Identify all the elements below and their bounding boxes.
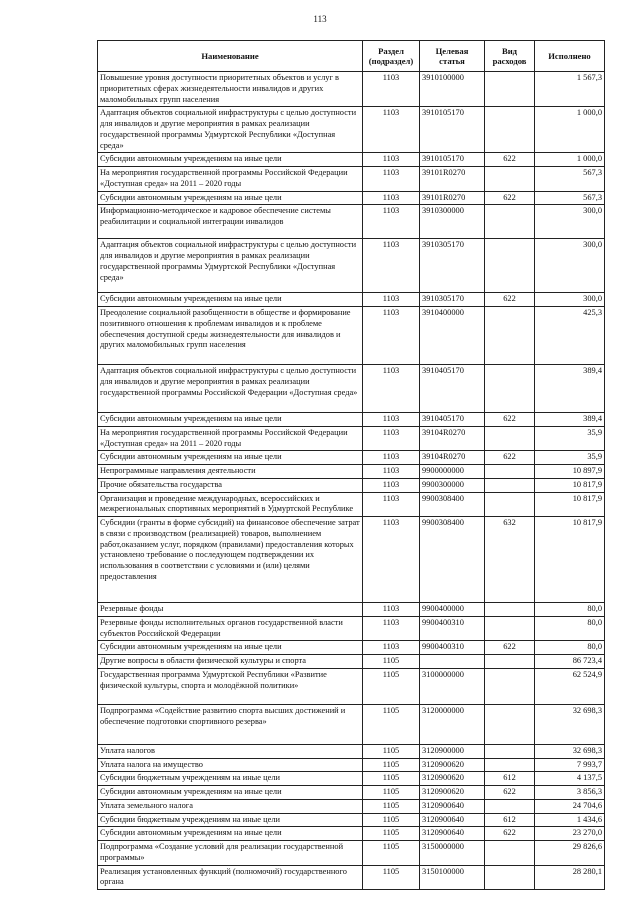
cell-code: 39101R0270	[420, 191, 485, 205]
table-row	[98, 426, 605, 451]
cell-name: Субсидии автономным учреждениям на иные цели	[98, 191, 363, 205]
cell-amount: 300,0	[535, 239, 605, 293]
cell-kind	[485, 758, 535, 772]
cell-code: 3120900620	[420, 772, 485, 786]
table-row	[98, 451, 605, 465]
cell-name: Непрограммные направления деятельности	[98, 465, 363, 479]
cell-amount: 1 000,0	[535, 153, 605, 167]
table-row	[98, 758, 605, 772]
table-row	[98, 799, 605, 813]
cell-section: 1103	[363, 426, 420, 451]
cell-amount: 300,0	[535, 205, 605, 239]
cell-section: 1103	[363, 478, 420, 492]
table-row	[98, 465, 605, 479]
table-row	[98, 413, 605, 427]
table-row	[98, 841, 605, 866]
cell-kind	[485, 167, 535, 192]
cell-amount: 567,3	[535, 167, 605, 192]
table-body	[98, 72, 605, 890]
cell-kind: 622	[485, 451, 535, 465]
cell-code: 9900400000	[420, 603, 485, 617]
table-row	[98, 786, 605, 800]
cell-code: 3150000000	[420, 841, 485, 866]
cell-name: Уплата налогов	[98, 744, 363, 758]
cell-code: 3910305170	[420, 239, 485, 293]
cell-code: 3120900620	[420, 786, 485, 800]
cell-kind: 622	[485, 827, 535, 841]
cell-section: 1103	[363, 107, 420, 153]
cell-amount: 80,0	[535, 641, 605, 655]
cell-amount: 35,9	[535, 451, 605, 465]
table-row	[98, 655, 605, 669]
cell-section: 1103	[363, 517, 420, 603]
cell-kind: 612	[485, 772, 535, 786]
header-name: Наименование	[98, 41, 363, 72]
cell-amount: 7 993,7	[535, 758, 605, 772]
cell-code	[420, 655, 485, 669]
cell-section: 1103	[363, 307, 420, 365]
cell-name: Субсидии автономным учреждениям на иные цели	[98, 293, 363, 307]
cell-amount: 28 280,1	[535, 865, 605, 890]
table-row	[98, 616, 605, 641]
cell-section: 1105	[363, 668, 420, 704]
cell-kind	[485, 465, 535, 479]
cell-kind: 612	[485, 813, 535, 827]
table-row	[98, 517, 605, 603]
cell-code: 3120000000	[420, 704, 485, 744]
cell-kind	[485, 865, 535, 890]
cell-code: 9900400310	[420, 641, 485, 655]
table-row	[98, 191, 605, 205]
table-row	[98, 239, 605, 293]
cell-name: Организация и проведение международных, всероссийских и межрегиональных спортивных мероприятий в Удмуртской Республике	[98, 492, 363, 517]
cell-name: Подпрограмма «Создание условий для реализации государственной программы»	[98, 841, 363, 866]
cell-code: 3910300000	[420, 205, 485, 239]
cell-amount: 80,0	[535, 616, 605, 641]
cell-kind	[485, 72, 535, 107]
table-row	[98, 827, 605, 841]
cell-name: Преодоление социальной разобщенности в обществе и формирование позитивного отношения к проблемам инвалидов и к проблеме обеспечения доступной среды жизнедеятельности для инвалидов и других маломобильных групп населения	[98, 307, 363, 365]
cell-kind	[485, 841, 535, 866]
table-row	[98, 205, 605, 239]
cell-amount: 86 723,4	[535, 655, 605, 669]
cell-name: Информационно-методическое и кадровое обеспечение системы реабилитации и социальной интеграции инвалидов	[98, 205, 363, 239]
cell-code: 3910100000	[420, 72, 485, 107]
cell-amount: 10 817,9	[535, 517, 605, 603]
cell-kind	[485, 107, 535, 153]
cell-name: Субсидии (гранты в форме субсидий) на финансовое обеспечение затрат в связи с производством (реализацией) товаров, выполнением работ,оказанием услуг, порядком (правилами) предоставления которых установлено требование о последующем подтверждении их использования в соответствии с условиями и (или) целями предоставления	[98, 517, 363, 603]
cell-section: 1103	[363, 72, 420, 107]
cell-section: 1105	[363, 758, 420, 772]
table-row	[98, 813, 605, 827]
cell-kind	[485, 205, 535, 239]
cell-name: Субсидии бюджетным учреждениям на иные цели	[98, 772, 363, 786]
table-row	[98, 307, 605, 365]
cell-kind	[485, 655, 535, 669]
table-row	[98, 744, 605, 758]
table-row	[98, 492, 605, 517]
cell-amount: 425,3	[535, 307, 605, 365]
cell-name: Уплата налога на имущество	[98, 758, 363, 772]
cell-section: 1105	[363, 704, 420, 744]
cell-code: 3120900640	[420, 827, 485, 841]
header-code: Целевая статья	[420, 41, 485, 72]
cell-amount: 300,0	[535, 293, 605, 307]
header-section: Раздел (подраздел)	[363, 41, 420, 72]
cell-code: 3910400000	[420, 307, 485, 365]
cell-name: Субсидии автономным учреждениям на иные цели	[98, 641, 363, 655]
cell-code: 3100000000	[420, 668, 485, 704]
cell-amount: 389,4	[535, 413, 605, 427]
cell-kind	[485, 616, 535, 641]
cell-kind: 622	[485, 786, 535, 800]
header-amount: Исполнено	[535, 41, 605, 72]
cell-amount: 62 524,9	[535, 668, 605, 704]
cell-amount: 23 270,0	[535, 827, 605, 841]
cell-section: 1103	[363, 465, 420, 479]
cell-name: На мероприятия государственной программы Российской Федерации «Доступная среда» на 2011 – 2020 годы	[98, 426, 363, 451]
cell-name: На мероприятия государственной программы Российской Федерации «Доступная среда» на 2011 – 2020 годы	[98, 167, 363, 192]
cell-code: 3120900640	[420, 813, 485, 827]
cell-code: 3910105170	[420, 153, 485, 167]
cell-section: 1105	[363, 744, 420, 758]
cell-section: 1103	[363, 167, 420, 192]
cell-section: 1105	[363, 865, 420, 890]
cell-name: Субсидии автономным учреждениям на иные цели	[98, 451, 363, 465]
cell-amount: 3 856,3	[535, 786, 605, 800]
cell-kind	[485, 492, 535, 517]
table-row	[98, 153, 605, 167]
cell-amount: 10 817,9	[535, 492, 605, 517]
cell-code: 3910105170	[420, 107, 485, 153]
table-row	[98, 107, 605, 153]
cell-code: 9900308400	[420, 492, 485, 517]
cell-section: 1103	[363, 616, 420, 641]
cell-kind	[485, 668, 535, 704]
cell-name: Адаптация объектов социальной инфраструктуры с целью доступности для инвалидов и другие мероприятия в рамках реализации государственной программы Российской Федерации «Доступная среда»	[98, 365, 363, 413]
cell-code: 9900400310	[420, 616, 485, 641]
budget-table	[97, 40, 605, 890]
table-row	[98, 865, 605, 890]
cell-name: Адаптация объектов социальной инфраструктуры с целью доступности для инвалидов и другие мероприятия в рамках реализации государственной программы Удмуртской Республики «Доступная среда»	[98, 107, 363, 153]
table-row	[98, 704, 605, 744]
cell-amount: 1 434,6	[535, 813, 605, 827]
cell-name: Адаптация объектов социальной инфраструктуры с целью доступности для инвалидов и другие мероприятия в рамках реализации государственной программы Удмуртской Республики «Доступная среда»	[98, 239, 363, 293]
cell-kind: 632	[485, 517, 535, 603]
cell-code: 3150100000	[420, 865, 485, 890]
cell-code: 3910405170	[420, 365, 485, 413]
cell-name: Повышение уровня доступности приоритетных объектов и услуг в приоритетных сферах жизнедеятельности инвалидов и других маломобильных групп населения	[98, 72, 363, 107]
table-row	[98, 641, 605, 655]
table-row	[98, 72, 605, 107]
cell-section: 1103	[363, 641, 420, 655]
cell-amount: 32 698,3	[535, 704, 605, 744]
cell-section: 1103	[363, 205, 420, 239]
cell-name: Субсидии автономным учреждениям на иные цели	[98, 413, 363, 427]
cell-kind	[485, 426, 535, 451]
cell-name: Уплата земельного налога	[98, 799, 363, 813]
cell-kind: 622	[485, 191, 535, 205]
table-row	[98, 603, 605, 617]
cell-section: 1105	[363, 813, 420, 827]
cell-section: 1105	[363, 827, 420, 841]
cell-section: 1103	[363, 603, 420, 617]
cell-name: Государственная программа Удмуртской Республики «Развитие физической культуры, спорта и молодёжной политики»	[98, 668, 363, 704]
cell-amount: 32 698,3	[535, 744, 605, 758]
cell-name: Субсидии бюджетным учреждениям на иные цели	[98, 813, 363, 827]
cell-code: 39104R0270	[420, 451, 485, 465]
cell-section: 1103	[363, 239, 420, 293]
cell-kind	[485, 704, 535, 744]
cell-amount: 567,3	[535, 191, 605, 205]
cell-amount: 24 704,6	[535, 799, 605, 813]
cell-kind	[485, 603, 535, 617]
cell-section: 1103	[363, 413, 420, 427]
cell-section: 1105	[363, 655, 420, 669]
page-number: 113	[313, 14, 327, 24]
cell-name: Реализация установленных функций (полномочий) государственного органа	[98, 865, 363, 890]
cell-amount: 29 826,6	[535, 841, 605, 866]
cell-code: 9900308400	[420, 517, 485, 603]
header-kind: Вид расходов	[485, 41, 535, 72]
cell-name: Подпрограмма «Содействие развитию спорта высших достижений и обеспечение подготовки спортивного резерва»	[98, 704, 363, 744]
cell-section: 1103	[363, 153, 420, 167]
cell-code: 3910305170	[420, 293, 485, 307]
cell-name: Прочие обязательства государства	[98, 478, 363, 492]
cell-kind: 622	[485, 153, 535, 167]
cell-section: 1103	[363, 451, 420, 465]
cell-amount: 1 567,3	[535, 72, 605, 107]
cell-section: 1105	[363, 799, 420, 813]
cell-amount: 35,9	[535, 426, 605, 451]
cell-name: Субсидии автономным учреждениям на иные цели	[98, 827, 363, 841]
cell-code: 9900300000	[420, 478, 485, 492]
cell-name: Резервные фонды	[98, 603, 363, 617]
cell-name: Субсидии автономным учреждениям на иные цели	[98, 786, 363, 800]
cell-kind	[485, 239, 535, 293]
table-row	[98, 365, 605, 413]
cell-name: Резервные фонды исполнительных органов государственной власти субъектов Российской Федерации	[98, 616, 363, 641]
cell-code: 3120900640	[420, 799, 485, 813]
table-row	[98, 167, 605, 192]
cell-code: 39104R0270	[420, 426, 485, 451]
table-row	[98, 772, 605, 786]
cell-section: 1103	[363, 365, 420, 413]
cell-kind	[485, 307, 535, 365]
cell-kind: 622	[485, 293, 535, 307]
cell-kind: 622	[485, 413, 535, 427]
cell-name: Субсидии автономным учреждениям на иные цели	[98, 153, 363, 167]
cell-amount: 389,4	[535, 365, 605, 413]
table-row	[98, 478, 605, 492]
cell-amount: 10 817,9	[535, 478, 605, 492]
cell-amount: 10 897,9	[535, 465, 605, 479]
table-row	[98, 668, 605, 704]
cell-amount: 1 000,0	[535, 107, 605, 153]
cell-amount: 80,0	[535, 603, 605, 617]
cell-code: 39101R0270	[420, 167, 485, 192]
cell-amount: 4 137,5	[535, 772, 605, 786]
cell-section: 1103	[363, 293, 420, 307]
cell-section: 1105	[363, 772, 420, 786]
table-row	[98, 293, 605, 307]
cell-section: 1105	[363, 841, 420, 866]
cell-kind	[485, 365, 535, 413]
cell-section: 1103	[363, 191, 420, 205]
cell-code: 3910405170	[420, 413, 485, 427]
table-header-row	[98, 41, 605, 72]
cell-section: 1103	[363, 492, 420, 517]
cell-kind: 622	[485, 641, 535, 655]
cell-section: 1105	[363, 786, 420, 800]
cell-kind	[485, 799, 535, 813]
cell-code: 3120900620	[420, 758, 485, 772]
cell-kind	[485, 478, 535, 492]
cell-kind	[485, 744, 535, 758]
cell-code: 3120900000	[420, 744, 485, 758]
cell-code: 9900000000	[420, 465, 485, 479]
cell-name: Другие вопросы в области физической культуры и спорта	[98, 655, 363, 669]
